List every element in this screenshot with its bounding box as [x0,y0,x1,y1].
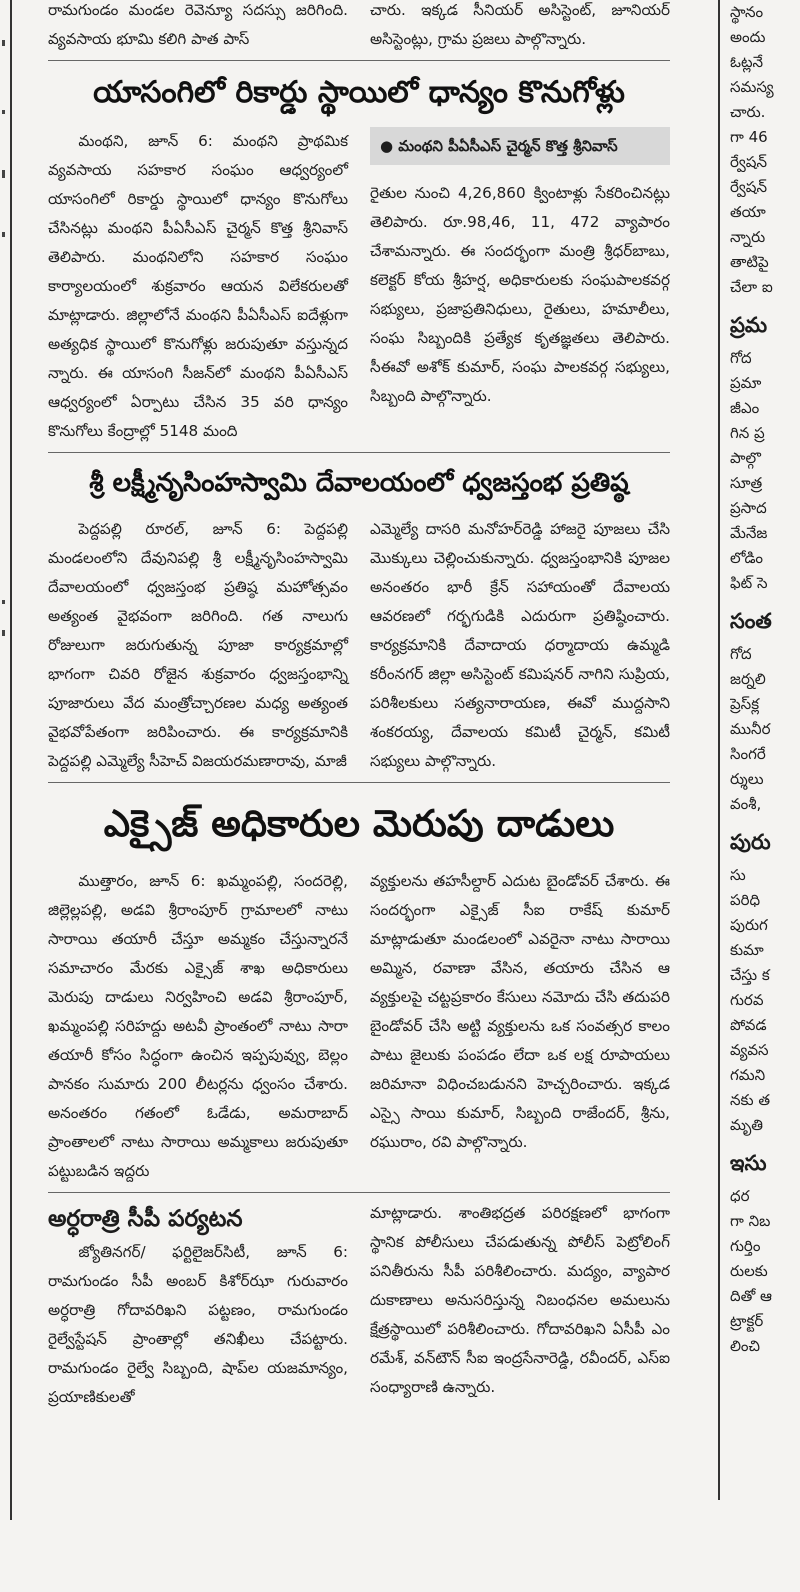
right-column-line: ట్రాక్టర్ [730,1312,764,1330]
right-column-line: మునీర [730,720,771,738]
top-fragment-right: చారు. ఇక్కడ సీనియర్ అసిస్టెంట్, జూనియర్ అసిస్టెంట్లు, గ్రామ ప్రజలు పాల్గొన్నారు. [370,1,670,48]
column-divider [718,0,720,1500]
article1-highlight-box: ● మంథని పీఏసీఎస్ చైర్మన్ కొత్త శ్రీనివాస్ [370,127,670,165]
right-column-line: ప్రమా [730,374,762,392]
right-column-line: అందు [730,28,766,46]
right-heading-3: పురు [730,830,771,854]
right-column-line: గోద [730,645,752,663]
right-column-line: ప్రసాద [730,499,767,517]
article2-body-col1: పెద్దపల్లి రూరల్, జూన్ 6: పెద్దపల్లి మండలంలోని దేవునిపల్లి శ్రీ లక్ష్మీనృసింహస్వామి దేవాలయంలో ధ్వజస్తంభ ప్రతిష్ఠ మహోత్సవం అత్యంత వైభవంగా జరిగింది. గత నాలుగు రోజులుగా జరుగుతున్న పూజా కార్యక్రమాల్లో భాగంగా చివరి రోజైన శుక్రవారం ధ్వజస్తంభాన్ని పూజారులు వేద మంత్రోచ్చారణల మధ్య అత్యంత వైభవోపేతంగా జరిపించారు. ఈ కార్యక్రమానికి పెద్దపల్లి ఎమ్మెల్యే సీహెచ్ విజయరమణారావు, మాజీ [48,520,348,770]
right-column-line: తాటిపై [730,253,769,271]
top-fragment-left: రామగుండం మండల రెవెన్యూ సదస్సు జరిగింది. వ్యవసాయ భూమి కలిగి పాత పాస్ [48,1,348,48]
right-column-line: గా నిబ [730,1212,771,1230]
article2-headline: శ్రీ లక్ష్మీనృసింహస్వామి దేవాలయంలో ధ్వజస్తంభ ప్రతిష్ఠ [89,468,629,498]
right-column-line: ర్వేషన్ [730,178,767,196]
right-column-line: గిన ప్ర [730,424,765,442]
right-column-line: ధర [730,1187,750,1205]
right-column-line: జీఎం [730,399,760,417]
right-clipped-column [730,0,800,1359]
right-column-line: పరిధి [730,891,761,909]
right-column-line: సమస్య [730,78,774,96]
right-heading-4: ఇసు [730,1151,767,1175]
divider [48,452,670,453]
right-column-line: చేలా ఐ [730,278,773,296]
right-column-line: మృతి [730,1116,764,1134]
right-heading-2: సంత [730,609,772,633]
right-column-line: ఫిట్ సె [730,574,768,592]
right-column-line: గా 46 [730,128,768,146]
right-column-line: లించి [730,1337,760,1355]
article4-body-col1: జ్యోతినగర్/ ఫర్టిలైజర్‌సిటీ, జూన్ 6: రామగుండం సీపీ అంబర్ కిశోర్‌ఝా గురువారం అర్ధరాత్రి గోదావరిఖని పట్టణం, రామగుండం రైల్వేస్టేషన్ ప్రాంతాల్లో తనిఖీలు చేపట్టారు. రామగుండం రైల్వే సిబ్బంది, షాప్‌ల యజమాన్యం, ప్రయాణికులతో [48,1243,348,1406]
right-column-line: న్నారు [730,228,766,246]
right-column-line: ఓట్లనే [730,53,764,71]
main-columns [48,0,670,1412]
right-column-line: మేనేజ [730,524,768,542]
right-column-line: చేస్తు క [730,966,770,984]
right-column-line: స్థానం [730,3,764,21]
article3-headline: ఎక్సైజ్ అధికారుల మెరుపు దాడులు [103,802,615,845]
right-column-line: గోద [730,349,752,367]
right-column-line: రులకు [730,1262,768,1280]
article2-body-col2: ఎమ్మెల్యే దాసరి మనోహర్‌రెడ్డి హాజరై పూజలు చేసి మొక్కులు చెల్లించుకున్నారు. ధ్వజస్తంభానికి పూజల అనంతరం భారీ క్రేన్ సహాయంతో దేవాలయ ఆవరణలో గర్భగుడికి ఎదురుగా ప్రతిష్ఠించారు. కార్యక్రమానికి దేవాదాయ ధర్మాదాయ ఉమ్మడి కరీంనగర్ జిల్లా అసిస్టెంట్ కమిషనర్ నాగిని సుప్రియ, పరిశీలకులు సత్యనారాయణ, ఈవో ముద్దసాని శంకరయ్య, దేవాలయ కమిటీ చైర్మన్, కమిటీ సభ్యులు పాల్గొన్నారు. [370,520,670,770]
right-column-line: సు [730,866,746,884]
right-column-line: సూత్ర [730,474,763,492]
right-column-line: దితో ఆ [730,1287,772,1305]
right-column-line: లోడిం [730,549,763,567]
right-column-line: వ్యవస [730,1041,769,1059]
right-column-line: ప్రెస్‌క్ల [730,695,760,713]
right-column-line: పురుగ [730,916,768,934]
right-column-line: గురవ [730,991,764,1009]
right-column-line: వంశీ, [730,795,762,813]
right-column-line: పాల్గొ [730,449,761,467]
right-column-line: ర్శులు [730,770,764,788]
right-column-line: చారు. [730,103,766,121]
right-column-line: కుమా [730,941,764,959]
right-column-line: జర్నలి [730,670,766,688]
right-column-line: సింగరే [730,745,766,763]
right-column-line: గమని [730,1066,766,1084]
right-column-line: తయా [730,203,766,221]
article1-body-col2: రైతుల నుంచి 4,26,860 క్వింటాళ్లు సేకరించినట్లు తెలిపారు. రూ.98,46, 11, 472 వ్యాపారం చేశామన్నారు. ఈ సందర్భంగా మంత్రి శ్రీధర్‌బాబు, కలెక్టర్ కోయ శ్రీహర్ష, అధికారులకు సంఘపాలకవర్గ సభ్యులు, ప్రజాప్రతినిధులు, రైతులు, హమాలీలు, సంఘ సిబ్బందికి ప్రత్యేక కృతజ్ఞతలు తెలిపారు. సీఈవో అశోక్ కుమార్, సంఘ పాలకవర్గ సభ్యులు, సిబ్బంది పాల్గొన్నారు. [370,184,670,405]
adjacent-page-edge [0,0,12,1520]
article4-headline: అర్ధరాత్రి సీపీ పర్యటన [48,1206,243,1232]
divider [48,1192,670,1193]
divider [48,782,670,783]
right-column-line: పోవడ [730,1016,767,1034]
article1-body-col1: మంథని, జూన్ 6: మంథని ప్రాథమిక వ్యవసాయ సహకార సంఘం ఆధ్వర్యంలో యాసంగిలో రికార్డు స్థాయిలో ధాన్యం కొనుగోలు చేసినట్లు మంథని పీఏసీఎస్ చైర్మన్ కొత్త శ్రీనివాస్ తెలిపారు. మంథనిలోని సహకార సంఘం కార్యాలయంలో శుక్రవారం ఆయన విలేకరులతో మాట్లాడారు. జిల్లాలోనే మంథని పీఏసీఎస్ ఐదేళ్లుగా అత్యధిక స్థాయిలో కొనుగోళ్లు జరుపుతూ వస్తున్నద న్నారు. ఈ యాసంగి సీజన్‌లో మంథని పీఏసీఎస్ ఆధ్వర్యంలో ఏర్పాటు చేసిన 35 వరి ధాన్యం కొనుగోలు కేంద్రాల్లో 5148 మంది [48,132,348,440]
article3-body-col2: వ్యక్తులను తహసీల్దార్ ఎదుట బైండోవర్ చేశారు. ఈ సందర్భంగా ఎక్సైజ్ సీఐ రాకేష్ కుమార్ మాట్లాడుతూ మండలంలో ఎవరైనా నాటు సారాయి అమ్మిన, రవాణా వేసిన, తయారు చేసిన ఆ వ్యక్తులపై చట్టప్రకారం కేసులు నమోదు చేసి తదుపరి బైండోవర్ చేసి అట్టి వ్యక్తులను ఒక సంవత్సర కాలం పాటు జైలుకు పంపడం లేదా ఒక లక్ష రూపాయలు జరిమానా విధించబడునని హెచ్చరించారు. ఇక్కడ ఎస్సై సాయి కుమార్, సిబ్బంది రాజేందర్, శ్రీను, రఘురాం, రవి పాల్గొన్నారు. [370,872,670,1151]
article3-body-col1: ముత్తారం, జూన్ 6: ఖమ్మంపల్లి, సందరెల్లి, జిల్లెల్లపల్లి, అడవి శ్రీరాంపూర్ గ్రామాలలో నాటు సారాయి తయారీ చేస్తూ అమ్మకం చేస్తున్నారనే సమాచారం మేరకు ఎక్సైజ్ శాఖ అధికారులు మెరుపు దాడులు నిర్వహించి అడవి శ్రీరాంపూర్, ఖమ్మంపల్లి సరిహద్దు అటవీ ప్రాంతంలో నాటు సారా తయారీ కోసం సిద్ధంగా ఉంచిన ఇప్పపువ్వు, బెల్లం పానకం సుమారు 200 లీటర్లను ధ్వంసం చేశారు. అనంతరం గతంలో ఓడేడు, అమరాబాద్ ప్రాంతాలలో నాటు సారాయి అమ్మకాలు జరుపుతూ పట్టుబడిన ఇద్దరు [48,872,348,1180]
right-column-line: గుర్తిం [730,1237,761,1255]
article4-body-col2: మాట్లాడారు. శాంతిభద్రత పరిరక్షణలో భాగంగా స్థానిక పోలీసులు చేపడుతున్న పోలీస్ పెట్రోలింగ్ పనితీరును సీపీ పరిశీలించారు. మద్యం, వ్యాపార దుకాణాలు అనుసరిస్తున్న నిబంధనల అమలును క్షేత్రస్థాయిలో పరిశీలించారు. గోదావరిఖని ఏసీపీ ఎం రమేశ్, వన్‌టౌన్ సీఐ ఇంద్రసేనారెడ్డి, రవీందర్, ఎస్ఐ సంధ్యారాణి ఉన్నారు. [370,1204,670,1396]
right-heading-1: ప్రమ [730,313,768,337]
divider [48,60,670,61]
right-column-line: ర్వేషన్ [730,153,767,171]
article1-headline: యాసంగిలో రికార్డు స్థాయిలో ధాన్యం కొనుగోళ్లు [93,75,625,110]
right-column-line: నకు త [730,1091,770,1109]
